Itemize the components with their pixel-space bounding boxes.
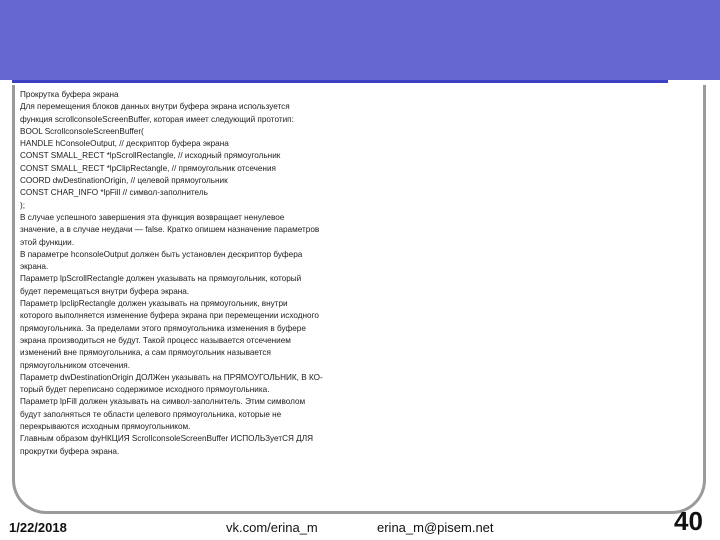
body-line: функция scrollconsoleScreenBuffer, которая имеет следующий прототип: [20, 114, 294, 124]
body-line: CONST CHAR_INFO *lpFill // символ-заполнитель [20, 188, 208, 198]
body-line: изменений вне прямоугольника, а сам прямоугольник называется [20, 348, 271, 358]
body-line: которого выполняется изменение буфера экрана при перемещении исходного [20, 311, 319, 321]
body-line: Параметр lpScrollRectangle должен указывать на прямоугольник, который [20, 274, 302, 284]
body-line: Параметр dwDestinationOrigin ДОЛЖен указывать на ПРЯМОУГОЛЬНИК, В КО- [20, 372, 323, 382]
body-line: BOOL ScrollconsoleScreenBuffer( [20, 126, 144, 136]
body-line: экрана. [20, 262, 49, 272]
body-line: будет перемещаться внутри буфера экрана. [20, 286, 190, 296]
footer-date: 1/22/2018 [9, 520, 67, 535]
body-line: прямоугольником отсечения. [20, 360, 130, 370]
body-line: Прокрутка буфера экрана [20, 90, 119, 99]
body-line: значение, а в случае неудачи — false. Кратко опишем назначение параметров [20, 225, 320, 235]
footer-site: vk.com/erina_m [226, 520, 318, 535]
body-line: Для перемещения блоков данных внутри буфера экрана используется [20, 102, 290, 112]
body-line: COORD dwDestinationOrigin, // целевой прямоугольник [20, 176, 228, 186]
body-line: Главным образом фуНКЦИЯ ScrollconsoleScreenBuffer ИСПОЛЬЗуетСЯ ДЛЯ [20, 434, 314, 444]
body-line: Параметр lpclipRectangle должен указывать на прямоугольник, внутри [20, 299, 288, 309]
body-line: Параметр lpFill должен указывать на символ-заполнитель. Этим символом [20, 397, 306, 407]
body-line: торый будет переписано содержимое исходного прямоугольника. [20, 385, 270, 395]
body-line: будут заполняться те области целевого прямоугольника, которые не [20, 409, 282, 419]
page-number: 40 [674, 506, 703, 536]
body-line: прямоугольника. За пределами этого прямоугольника изменения в буфере [20, 323, 306, 333]
body-line: В параметре hconsoleOutput должен быть установлен дескриптор буфера [20, 249, 303, 259]
body-line: экрана производиться не будут. Такой процесс называется отсечением [20, 335, 291, 345]
body-line: прокрутки буфера экрана. [20, 446, 120, 456]
body-line: В случае успешного завершения эта функция возвращает ненулевое [20, 212, 285, 222]
body-line: ); [20, 200, 26, 210]
footer-email: erina_m@pisem.net [377, 520, 494, 535]
body-line: этой функции. [20, 237, 75, 247]
header-rule [12, 80, 668, 83]
body-line: CONST SMALL_RECT *lpClipRectangle, // прямоугольник отсечения [20, 163, 276, 173]
header-band [0, 0, 720, 80]
body-line: HANDLE hConsoleOutput, // дескриптор буфера экрана [20, 139, 229, 149]
body-line: перекрываются исходным прямоугольником. [20, 422, 191, 432]
slide-body [20, 89, 400, 458]
body-line: CONST SMALL_RECT *lpScrollRectangle, // исходный прямоугольник [20, 151, 281, 161]
